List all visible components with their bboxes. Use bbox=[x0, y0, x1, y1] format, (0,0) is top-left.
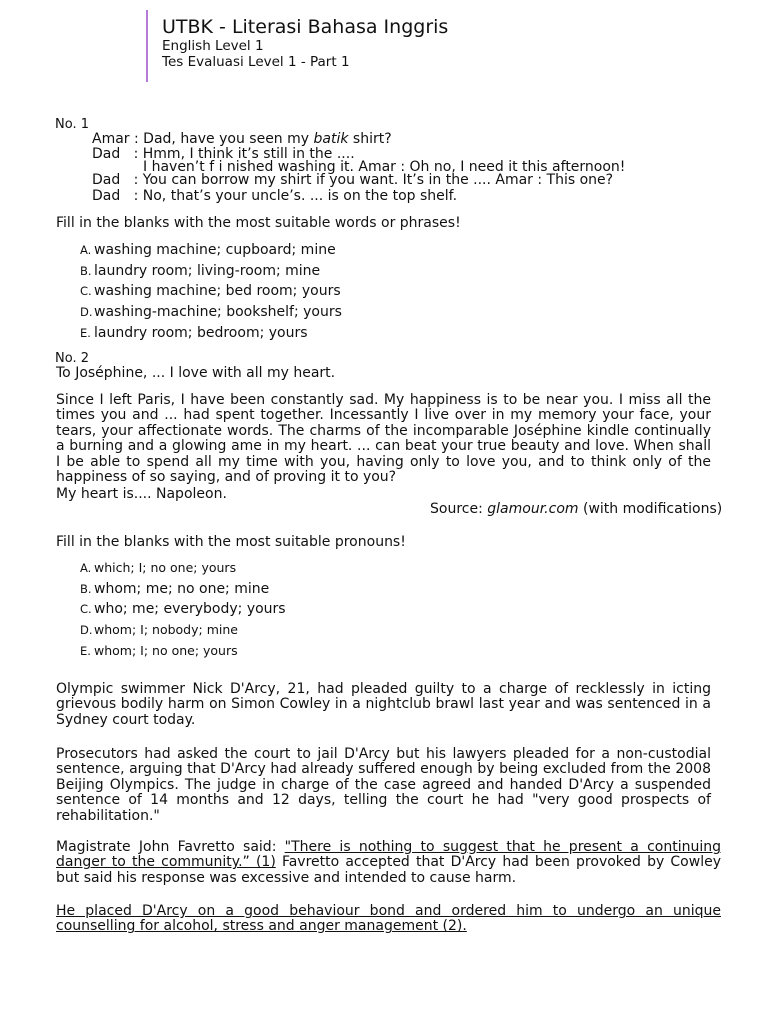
q1-dialogue-line-5: Dad : No, that’s your uncle’s. ... is on the top shelf. bbox=[92, 188, 458, 204]
underlined-quote-1: "There is nothing to suggest that he present a continuing danger to the community.” (1) bbox=[56, 839, 721, 871]
page-title: UTBK - Literasi Bahasa Inggris bbox=[162, 16, 449, 38]
question-2-number: No. 2 bbox=[55, 351, 89, 366]
q1-option-a[interactable]: A. washing machine; cupboard; mine bbox=[80, 242, 336, 258]
level-subtitle: English Level 1 bbox=[162, 38, 264, 54]
q1-option-d[interactable]: D.washing-machine; bookshelf; yours bbox=[80, 304, 342, 320]
passage-paragraph-2: Prosecutors had asked the court to jail D'Arcy but his lawyers pleaded for a non-custodial sentence, arguing that D'Arcy had already suffered enough by being excluded from the 2008 Beijing Olympics. The judge in charge of the case agreed and handed D'Arcy a suspended sentence of 14 months and 12 days, telling the court he had "very good prospects of rehabilitation." bbox=[56, 746, 711, 824]
passage-paragraph-3: Magistrate John Favretto said: "There is nothing to suggest that he present a continuing danger to the community.” (1) Favretto accepted that D'Arcy had been provoked by Cowley but said his response was excessive and intended to cause harm. bbox=[56, 839, 721, 886]
q1-instruction: Fill in the blanks with the most suitable words or phrases! bbox=[56, 215, 461, 231]
q2-option-e[interactable]: E. whom; I; no one; yours bbox=[80, 643, 238, 658]
q1-dialogue-line-2: Dad : Hmm, I think it’s still in the .... bbox=[92, 146, 355, 162]
q1-dialogue-line-3: I haven’t f i nished washing it. Amar : Oh no, I need it this afternoon! bbox=[143, 159, 626, 175]
q2-letter-greeting: To Joséphine, ... I love with all my heart. bbox=[56, 365, 336, 381]
passage-paragraph-1: Olympic swimmer Nick D'Arcy, 21, had pleaded guilty to a charge of recklessly in icting grievous bodily harm on Simon Cowley in a nightclub brawl last year and was sentenced in a Sydney court today. bbox=[56, 681, 711, 728]
q2-letter-body: Since I left Paris, I have been constantly sad. My happiness is to be near you. I miss all the times you and ... had spent together. Incessantly I live over in my memory your face, your tears, your affectionate words. The charms of the incomparable Joséphine kindle continually a burning and a glowing ame in my heart. ... can beat your true beauty and love. When shall I be able to spend all my time with you, having only to love you, and to think only of the happiness of so saying, and of proving it to you? bbox=[56, 392, 711, 486]
q2-source: Source: glamour.com (with modifications) bbox=[430, 501, 723, 517]
q2-option-c[interactable]: C. who; me; everybody; yours bbox=[80, 601, 286, 617]
header-accent-bar bbox=[146, 10, 148, 82]
q2-option-a[interactable]: A. which; I; no one; yours bbox=[80, 560, 237, 575]
q1-option-c[interactable]: C. washing machine; bed room; yours bbox=[80, 283, 341, 299]
test-subtitle: Tes Evaluasi Level 1 - Part 1 bbox=[162, 54, 350, 70]
q2-instruction: Fill in the blanks with the most suitable pronouns! bbox=[56, 534, 406, 550]
q2-option-d[interactable]: D.whom; I; nobody; mine bbox=[80, 622, 238, 637]
question-1-number: No. 1 bbox=[55, 117, 89, 132]
q2-letter-closing: My heart is.... Napoleon. bbox=[56, 486, 227, 502]
q1-dialogue-line-4: Dad : You can borrow my shirt if you want. It’s in the .... Amar : This one? bbox=[92, 172, 614, 188]
q1-option-b[interactable]: B. laundry room; living-room; mine bbox=[80, 263, 321, 279]
q1-option-e[interactable]: E. laundry room; bedroom; yours bbox=[80, 325, 308, 341]
q2-option-b[interactable]: B. whom; me; no one; mine bbox=[80, 581, 270, 597]
passage-paragraph-4-underlined: He placed D'Arcy on a good behaviour bond and ordered him to undergo an unique counselling for alcohol, stress and anger management (2). bbox=[56, 903, 721, 935]
q1-dialogue-line-1: Amar : Dad, have you seen my batik shirt? bbox=[92, 131, 392, 147]
